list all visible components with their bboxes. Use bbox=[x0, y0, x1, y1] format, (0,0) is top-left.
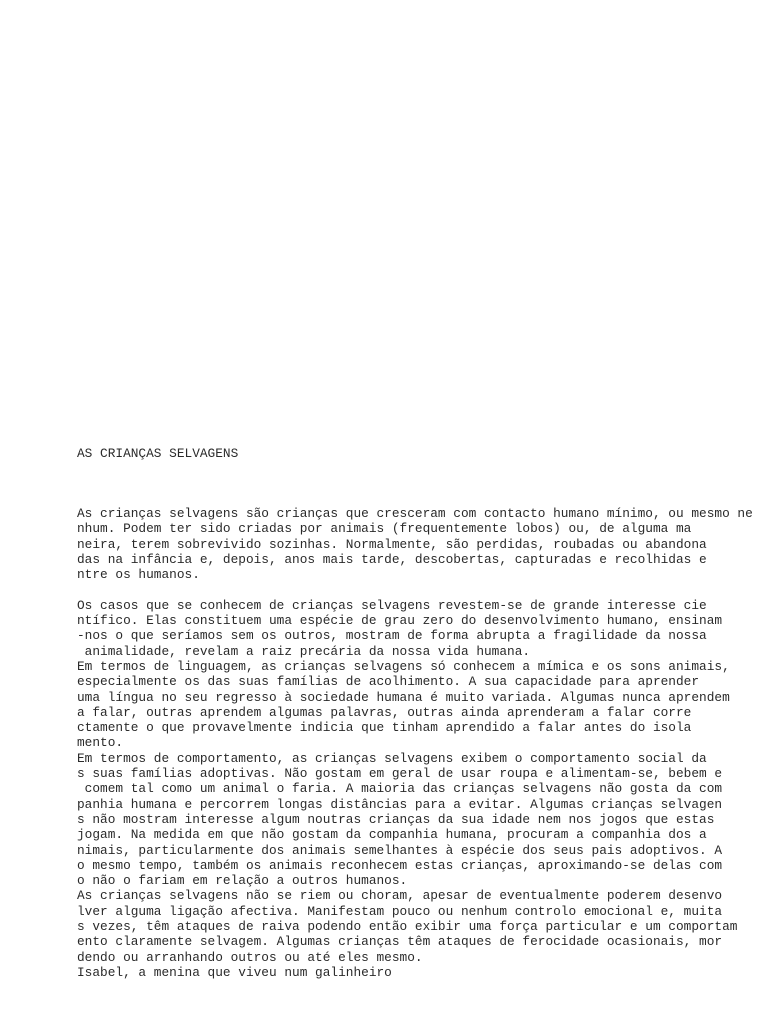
document-body bbox=[77, 506, 767, 980]
paragraph-main bbox=[77, 598, 767, 980]
text-line: animalidade, revelam a raiz precária da nossa vida humana. bbox=[77, 643, 531, 659]
text-line: panhia humana e percorrem longas distâncias para a evitar. Algumas crianças selvagen bbox=[77, 796, 723, 812]
text-line: s não mostram interesse algum noutras crianças da sua idade nem nos jogos que estas bbox=[77, 811, 715, 827]
text-line: Isabel, a menina que viveu num galinheiro bbox=[77, 964, 392, 980]
text-line: -nos o que seríamos sem os outros, mostram de forma abrupta a fragilidade da nossa bbox=[77, 628, 707, 644]
text-line: As crianças selvagens não se riem ou choram, apesar de eventualmente poderem desenvo bbox=[77, 888, 723, 904]
document-title: AS CRIANÇAS SELVAGENS bbox=[77, 446, 239, 461]
text-line: especialmente os das suas famílias de acolhimento. A sua capacidade para aprender bbox=[77, 674, 700, 690]
text-line: neira, terem sobrevivido sozinhas. Normalmente, são perdidas, roubadas ou abandona bbox=[77, 536, 707, 552]
text-line: o mesmo tempo, também os animais reconhecem estas crianças, aproximando-se delas com bbox=[77, 857, 723, 873]
text-line: nhum. Podem ter sido criadas por animais (frequentemente lobos) ou, de alguma ma bbox=[77, 521, 692, 537]
text-line: mento. bbox=[77, 735, 124, 751]
text-line: s suas famílias adoptivas. Não gostam em geral de usar roupa e alimentam-se, bebem e bbox=[77, 766, 723, 782]
text-line: dendo ou arranhando outros ou até eles mesmo. bbox=[77, 949, 423, 965]
text-line: lver alguma ligação afectiva. Manifestam pouco ou nenhum controlo emocional e, muita bbox=[77, 903, 723, 919]
text-line: ctamente o que provavelmente indicia que tinham aprendido a falar antes do isola bbox=[77, 720, 692, 736]
text-line: Em termos de comportamento, as crianças selvagens exibem o comportamento social da bbox=[77, 750, 707, 766]
text-line: As crianças selvagens são crianças que cresceram com contacto humano mínimo, ou mesmo ne bbox=[77, 506, 753, 521]
text-line: ntífico. Elas constituem uma espécie de grau zero do desenvolvimento humano, ensinam bbox=[77, 613, 723, 629]
paragraph-gap bbox=[77, 582, 767, 597]
text-line: nimais, particularmente dos animais semelhantes à espécie dos seus pais adoptivos. A bbox=[77, 842, 723, 858]
paragraph-intro bbox=[77, 506, 767, 582]
text-line: Em termos de linguagem, as crianças selvagens só conhecem a mímica e os sons animais, bbox=[77, 658, 730, 674]
text-line: Os casos que se conhecem de crianças selvagens revestem-se de grande interesse cie bbox=[77, 597, 707, 613]
text-line: das na infância e, depois, anos mais tarde, descobertas, capturadas e recolhidas e bbox=[77, 551, 707, 567]
text-line: o não o fariam em relação a outros humanos. bbox=[77, 873, 408, 889]
text-line: a falar, outras aprendem algumas palavras, outras ainda aprenderam a falar corre bbox=[77, 704, 692, 720]
text-line: ntre os humanos. bbox=[77, 567, 200, 583]
text-line: comem tal como um animal o faria. A maioria das crianças selvagens não gosta da com bbox=[77, 781, 723, 797]
text-line: jogam. Na medida em que não gostam da companhia humana, procuram a companhia dos a bbox=[77, 827, 707, 843]
text-line: s vezes, têm ataques de raiva podendo então exibir uma força particular e um comportam bbox=[77, 919, 738, 935]
text-line: ento claramente selvagem. Algumas crianças têm ataques de ferocidade ocasionais, mor bbox=[77, 934, 723, 950]
text-line: uma língua no seu regresso à sociedade humana é muito variada. Algumas nunca aprendem bbox=[77, 689, 730, 705]
